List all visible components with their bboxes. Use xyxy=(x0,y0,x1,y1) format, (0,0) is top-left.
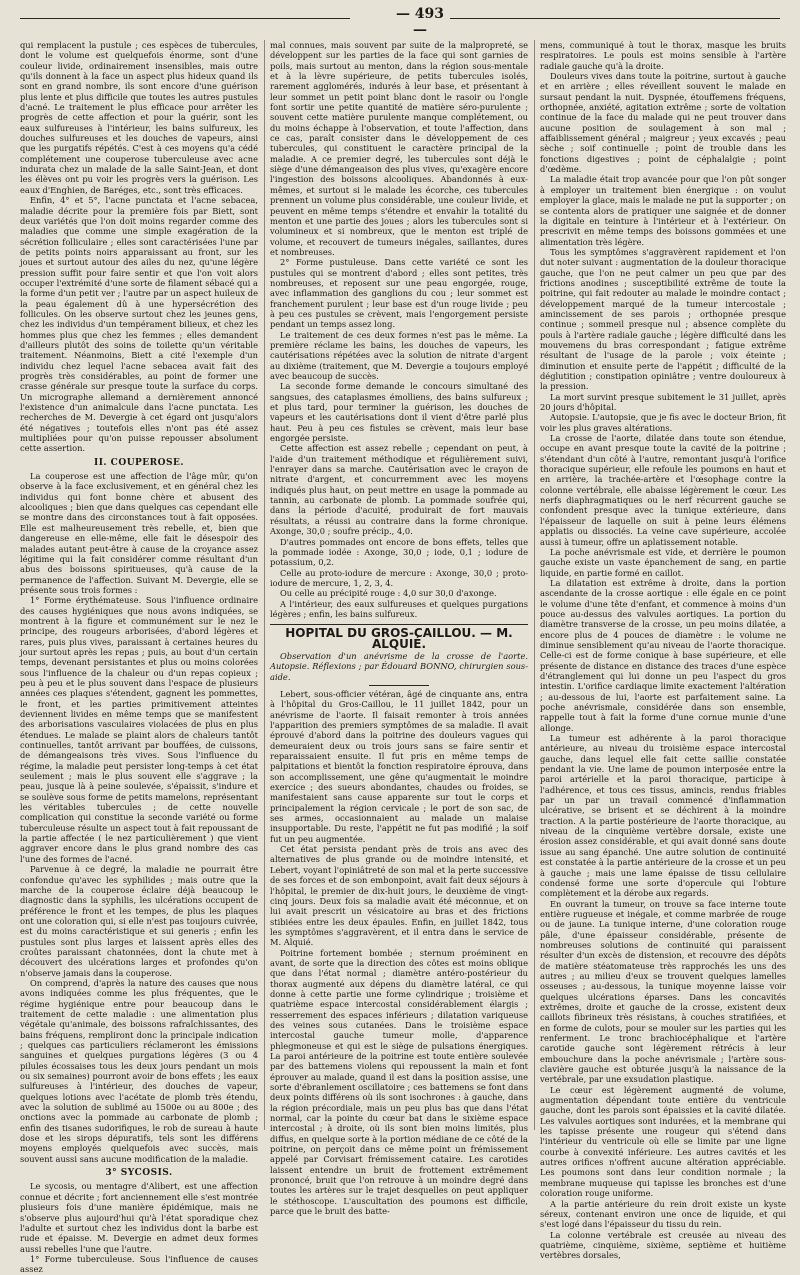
paragraph: Le traitement de ces deux formes n'est pas le même. La première réclame les bains, les douches de vapeurs, les cautérisations répétées avec la solution de nitrate d'argent au dixième (traitement, que M. Devergie a toujours employé avec beaucoup de succès. xyxy=(270,329,528,381)
paragraph: En ouvrant la tumeur, on trouve sa face interne toute entière rugueuse et inégale, et comme marbrée de rouge ou de jaune. La tunique interne, d'une coloration rouge pâle, d'une épaisseur considérable, présente de nombreuses solutions de continuité qui paraissent résulter d'un excès de distension, et recouvre des dépôts de matière stéatomateuse très rapprochés les uns des autres ; au milieu d'eux se trouvent quelques lamelles osseuses ; au-dessous, la tunique moyenne laisse voir quelques ulcérations éparses. Dans les concavités extrêmes, droite et gauche de la crosse, existent deux caillots fibrineux très résistans, à couches stratifiées, et en forme de culots, pour se mouler sur les parties qui les renferment. Le tronc brachiocéphalique et l'artère carotide gauche sont légèrement rétrécis à leur embouchure dans la poche anévrismale ; l'artère sous-clavière gauche est obturée jusqu'à la naissance de la vertébrale, par une exsudation plastique. xyxy=(540,898,786,1085)
paragraph: Poitrine fortement bombée ; sternum proéminent en avant, de sorte que la direction des côtes est moins oblique que dans l'état normal ; diamètre antéro-postérieur du thorax augmenté aux dépens du diamètre latéral, ce qui donne à cette partie une forme cylindrique ; troisième et quatrième espace intercostal considérablement élargis ; resserrement des espaces inférieurs ; dilatation variqueuse des veines sous cutanées. Dans le troisième espace intercostal gauche tumeur molle, d'apparence phlegmoneuse et qui est le siège de pulsations énergiques. La paroi antérieure de la poitrine est toute entière soulevée par des battemens violens qui repoussent la main et font éprouver au malade, quand il est dans la position assise, une sorte d'ébranlement oscillatoire ; ces battemens se font dans deux points différens où ils sont isochrones : à gauche, dans la région précordiale, mais un peu plus bas que dans l'état normal, car la pointe du cœur bat dans le sixième espace intercostal ; à droite, où ils sont bien moins limités, plus diffus, en quelque sorte à la portion médiane de ce côté de la poitrine, on perçoit dans ce même point un frémissement appelé par Corvisart frémissement cataire. Les carotides laissent entendre un bruit de frottement extrêmement prononcé, bruit que l'on retrouve à un moindre degré dans toutes les artères sur le trajet desquelles on peut appliquer le stéthoscope. L'auscultation des poumons est difficile, parce que le bruit des batte- xyxy=(270,947,528,1217)
paragraph: qui remplacent la pustule ; ces espèces de tubercules, dont le volume est quelquefois énorme, sont d'une couleur livide, ordinairement insensibles, mais outre qu'ils donnent à la face un aspect plus hideux quand ils sont en grand nombre, ils sont encore d'une guérison plus lente et plus difficile que toutes les autres pustules d'acné. Le traitement le plus efficace pour arrêter les progrès de cette affection et pour la guérir, sont les eaux sulfureuses à l'intérieur, les bains sulfureux, les douches sulfureuses et les douches de vapeurs, ainsi que les purgatifs répétés. C'est à ces moyens qu'a cédé complétement une couperose tuberculeuse avec acne indurata chez un malade de la salle Saint-Jean, et dont les élèves ont pu voir les progrès vers la guérison. Les eaux d'Enghien, de Baréges, etc., sont très efficaces. xyxy=(20,40,258,195)
paragraph: A l'intérieur, des eaux sulfureuses et quelques purgations légères ; enfin, les bains sulfureux. xyxy=(270,598,528,619)
paragraph: La crosse de l'aorte, dilatée dans toute son étendue, occupe en avant presque toute la cavité de la poitrine ; s'étendant d'un côté à l'autre, remontant jusqu'à l'orifice thoracique supérieur, elle refoule les poumons en haut et en arrière, la trachée-artère et l'œsophage contre la colonne vertébrale, elle abaisse légèrement le cœur. Les nerfs diaphragmatiques ou le nerf récurrent gauche se confondent presque avec la tunique extérieure, dans l'épaisseur de laquelle on suit à peine leurs élémens applatis ou dissociés. La veine cave supérieure, accolée aussi à tumeur, offre un aplatissement notable. xyxy=(540,433,786,547)
paragraph: A la partie antérieure du rein droit existe un kyste séreux, contenant environ une once de liquide, et qui s'est logé dans l'épaisseur du tissu du rein. xyxy=(540,1198,786,1230)
paragraph: D'autres pommades ont encore de bons effets, telles que la pommade iodée : Axonge, 30,0 ; iode, 0,1 ; iodure de potassium, 0,2. xyxy=(270,536,528,568)
column-right xyxy=(540,40,787,1261)
paragraph: Autopsie. L'autopsie, que je fis avec le docteur Brion, fit voir les plus graves altérations. xyxy=(540,412,787,433)
paragraph: La maladie était trop avancée pour que l'on pût songer à employer un traitement bien énergique : on voulut employer la glace, mais le malade ne put la supporter ; on se contenta alors de pratiquer une saignée et de donner la digitale en teinture à l'intérieur et à l'extérieur. On prescrivit en même temps des boissons gommées et une alimentation très légère. xyxy=(540,174,786,247)
paragraph: Ou celle au précipité rouge : 4,0 sur 30,0 d'axonge. xyxy=(280,588,497,599)
column-middle xyxy=(270,40,528,1217)
paragraph: La seconde forme demande le concours simultané des sangsues, des cataplasmes émolliens, des bains sulfureux ; et plus tard, pour terminer la guérison, les douches de vapeurs et les cautérisations dont il vient d'être parlé plus haut. Peu à peu ces fistules se crèvent, mais leur base engorgée persiste. xyxy=(270,381,528,444)
paragraph: La dilatation est extrême à droite, dans la portion ascendante de la crosse aortique : elle égale en ce point le volume d'une tête d'enfant, et commence à moins d'un pouce au-dessus des valvules aortiques. La portion du diamètre transverse de la crosse, un peu moins dilatée, a encore plus de 4 pouces de diamètre : le volume ne diminue sensiblement qu'au niveau de l'aorte thoracique. Celle-ci est de forme conique à base supérieure, et elle présente de distance en distance des traces d'une espèce d'étranglement qui lui donne un peu l'aspect du gros intestin. L'orifice cardiaque limite exactement l'altération ; au-dessous de lui, l'aorte est parfaitement saine. La poche anévrismale, considérée dans son ensemble, rappelle tout à fait la forme d'une cornue munie d'une allonge. xyxy=(540,577,786,733)
header-rule-left xyxy=(20,18,350,19)
paragraph: Parvenue à ce degré, la maladie ne pourrait être confondue qu'avec les syphilides ; mais outre que la marche de la couperose éclaire déjà beaucoup le diagnostic dans la syphilis, les ulcérations occupent de préférence le front et les tempes, de plus les plaques ont une coloration qui, si elle n'est pas toujours cuivrée, est du moins caractéristique et sui generis ; enfin les pustules sont plus larges et laissent après elles des croûtes paraissant chatonnées, dont la chute met à découvert des ulcérations larges et profondes qu'on n'observe jamais dans la couperose. xyxy=(20,864,258,978)
paragraph: La poche anévrismale est vide, et derrière le poumon gauche existe un vaste épanchement de sang, en partie liquide, en partie formé en caillot. xyxy=(540,546,786,578)
short-rule xyxy=(369,685,429,686)
column-divider xyxy=(534,40,535,1130)
paragraph: Celle au proto-iodure de mercure : Axonge, 30,0 ; proto-iodure de mercure, 1, 2, 3, 4. xyxy=(270,567,528,588)
section-rule xyxy=(270,624,528,625)
paragraph: Tous les symptômes s'aggravèrent rapidement et l'on dut noter suivant : augmentation de la douleur thoracique gauche, que l'on ne peut calmer un peu que par des frictions anodines ; susceptibilité extrême de toute la poitrine, qui fait redouter au malade le moindre contact ; développement marqué de la tumeur intercostale ; amincissement de ses parois ; orthopnée presque continue ; sommeil presque nul ; absence complète du pouls à l'artère radiale gauche ; légère difficulté dans les mouvemens du bras correspondant ; fatigue extrême résultant de l'usage de la parole ; voix éteinte ; diminution et ensuite perte de l'appétit ; difficulté de la déglutition ; constipation opiniâtre ; ventre douloureux à la pression. xyxy=(540,246,786,392)
hospital-heading: HOPITAL DU GROS-CAILLOU. — M. ALQUIÉ. xyxy=(285,626,513,651)
paragraph: Enfin, 4° et 5°, l'acne punctata et l'acne sebacea, maladie décrite pour la première fois par Biett, sont deux variétés que l'on doit moins regarder comme des maladies que comme une simple exagération de la sécrétion folliculaire ; elles sont caractérisées l'une par de petits points noirs apparaissant au front, sur les joues et surtout autour des ailes du nez, qu'une légère pression suffit pour faire sentir et que l'on voit alors occuper l'extrémité d'une sorte de filament sébacé qui a la forme d'un petit ver ; l'autre par un aspect huileux de la peau également dû à une hypersécrétion des follicules. On les observe surtout chez les jeunes gens, chez les individus d'un tempérament bilieux, et chez les hommes plus que chez les femmes ; elles demandent d'ailleurs plutôt des soins de toilette qu'un véritable traitement. Néanmoins, Biett a cité l'exemple d'un individu chez lequel l'acne sebacea avait fait des progrès très considérables, au point de former une crasse générale sur presque toute la surface du corps. Un micrographe allemand a dernièrement annoncé l'existence d'un animalcule dans l'acne punctata. Les recherches de M. Devergie à cet égard ont jusqu'alors été négatives ; toutefois elles n'ont pas été assez multipliées pour qu'on puisse repousser absolument cette assertion. xyxy=(20,195,258,454)
paragraph: Lebert, sous-officier vétéran, âgé de cinquante ans, entra à l'hôpital du Gros-Caillou, le 11 juillet 1842, pour un anévrisme de l'aorte. Il faisait remonter à trois années l'apparition des premiers symptômes de sa maladie. Il avait éprouvé d'abord dans la poitrine des douleurs vagues qui demeuraient deux ou trois jours sans se faire sentir et reparaissaient ensuite. Il fut pris en même temps de palpitations et bientôt la fonction respiratoire éprouva, dans son accomplissement, une gêne qu'augmentait le moindre exercice ; des sueurs abondantes, chaudes ou froides, se manifestaient sans cause apparente sur tout le corps et principalement la région cervicale ; le port de son sac, de ses armes, occasionnaient au malade un malaise insupportable. Du reste, l'appétit ne fut pas modifié ; la soif fut un peu augmentée. xyxy=(270,688,528,844)
section-heading-couperose: II. COUPEROSE. xyxy=(94,457,184,468)
paragraph: Cet état persista pendant près de trois ans avec des alternatives de plus grande ou de moindre intensité, et Lebert, voyant l'opiniâtreté de son mal et la perte successive de ses forces et de son embonpoint, avait fait deux séjours à l'hôpital, le premier de dix-huit jours, le deuxième de vingt-cinq jours. Deux fois sa maladie avait été méconnue, et on lui avait prescrit un vésicatoire au bras et des frictions stibiées entre les deux épaules. Enfin, en juillet 1842, tous les symptômes s'aggravèrent, et il entra dans le service de M. Alquié. xyxy=(270,844,528,948)
paragraph: La tumeur est adhérente à la paroi thoracique antérieure, au niveau du troisième espace intercostal gauche, dans lequel elle fait cette saillie constatée pendant la vie. Une lame de poumon interposée entre la paroi artérielle et la paroi thoracique, participe à l'adhérence, et tous ces tissus, amincis, rendus friables par un par un travail commencé d'inflammation ulcérative, se brisent et se déchirent à la moindre traction. A la partie postérieure de l'aorte thoracique, au niveau de la cinquième vertèbre dorsale, existe une érosion assez considérable, et qui avait donné sans doute issue au sang épanché. Une autre solution de continuité est constatée à la partie antérieure de la crosse et un peu à gauche ; mais une lame épaisse de tissu cellulaire condensé forme une sorte d'opercule qui l'obture complètement et la dérobe aux regards. xyxy=(540,733,786,899)
column-divider xyxy=(264,40,265,1130)
paragraph: Douleurs vives dans toute la poitrine, surtout à gauche et en arrière ; elles réveillent souvent le malade en sursaut pendant la nuit. Dyspnée, étouffemens fréquens, orthopnée, anxiété, agitation extrême ; sorte de voltation continue de la face du malade qui ne peut trouver dans aucune position de soulagement à son mal ; affaiblissement général ; maigreur ; yeux excavés ; peau sèche ; soif continuelle ; point de trouble dans les fonctions digestives ; point de céphalalgie ; point d'œdème. xyxy=(540,71,786,175)
observation-title: Observation d'un anévrisme de la crosse de l'aorte. Autopsie. Réflexions ; par Édouard BONNO, chirurgien sous-aide. xyxy=(270,650,528,682)
paragraph: 2° Forme pustuleuse. Dans cette variété ce sont les pustules qui se montrent d'abord ; elles sont petites, très nombreuses, et reposent sur une peau engorgée, rouge, avec inflammation des ganglions du cou ; leur sommet est franchement purulent ; leur base est d'un rouge livide ; peu à peu ces pustules se crèvent, mais l'engorgement persiste pendant un temps assez long. xyxy=(270,257,528,330)
paragraph: Cette affection est assez rebelle ; cependant on peut, à l'aide d'un traitement méthodique et régulièrement suivi, l'enrayer dans sa marche. Cautérisation avec le crayon de nitrate d'argent, et concurremment avec les moyens indiqués plus haut, on peut mettre en usage la pommade au tannin, au carbonate de plomb. La pommade soufrée qui, dans la période d'acuité, produirait de fort mauvais résultats, a réussi au contraire dans la forme chronique. Axonge, 30,0 ; soufre précip., 4,0. xyxy=(270,443,528,537)
paragraph: La colonne vertébrale est creusée au niveau des quatrième, cinquième, sixième, septième et huitième vertèbres dorsales, xyxy=(540,1229,786,1261)
paragraph: On comprend, d'après la nature des causes que nous avons indiquées comme les plus fréquentes, que le régime hygiénique entre pour beaucoup dans le traitement de cette maladie : une alimentation plus végétale qu'animale, des boissons rafraîchissantes, des bains fréquens, rempliront donc la principale indication ; quelques cas particuliers réclameront les émissions sanguines et quelques purgations légères (3 ou 4 pilules écossaises tous les deux jours pendant un mois ou six semaines) pourront avoir de bons effets ; les eaux sulfureuses à l'intérieur, des douches de vapeur, quelques lotions avec l'acétate de plomb très étendu, avec la solution de sublimé au 1500e ou au 800e ; des onctions avec la pommade au carbonate de plomb ; enfin des tisanes sudorifiques, le rob de sureau à haute dose et les sirops dépuratifs, tels sont les différens moyens employés quelquefois avec succès, mais souvent aussi sans aucune modification de la maladie. xyxy=(20,977,258,1164)
paragraph: Le cœur est légèrement augmenté de volume, augmentation dépendant toute entière du ventricule gauche, dont les parois sont épaissies et la cavité dilatée. Les valvules aortiques sont indurées, et la membrane qui les tapisse présente une rougeur qui s'étend dans l'intérieur du ventricule où elle se limite par une ligne courbe à convexité inférieure. Les autres cavités et les autres orifices n'offrent aucune altération appréciable. Les poumons sont dans leur condition normale ; la membrane muqueuse qui tapisse les bronches est d'une coloration rouge uniforme. xyxy=(540,1084,786,1199)
paragraph: mal connues, mais souvent par suite de la malpropreté, se développent sur les parties de la face qui sont garnies de poils, mais surtout au menton, dans la région sous-mentale et à la lèvre supérieure, de petits tubercules isolés, rarement agglomérés, indurés à leur base, et présentant à leur sommet un petit point blanc dont le rasoir ou l'ongle font sortir une petite quantité de matière séro-purulente ; souvent cette matière purulente manque complétement, ou du moins échappe à l'observation, et toute l'affection, dans ce cas, paraît consister dans le développement de ces tubercules, qui constituent le caractère principal de la maladie. A ce premier degré, les tubercules sont déjà le siège d'une démangeaison des plus vives, qu'exagère encore l'ingestion des boissons alcooliques. Abandonnés à eux-mêmes, et surtout si le malade les écorche, ces tubercules prennent un volume plus considérable, une couleur livide, et peuvent en même temps s'étendre et envahir la totalité du menton et une partie des joues ; alors les tubercules sont si volumineux et si nombreux, que le menton est triplé de volume, et recouvert de tumeurs inégales, saillantes, dures et nombreuses. xyxy=(270,40,528,257)
page-header xyxy=(20,4,780,38)
paragraph: La mort survint presque subitement le 31 juillet, après 20 jours d'hôpital. xyxy=(540,391,786,413)
page-number: — 493 — xyxy=(392,6,448,38)
paragraph: La couperose est une affection de l'âge mûr, qu'on observe à la face exclusivement, et en général chez les individus qui font bonne chère et abusent des alcooliques ; bien que dans quelques cas cependant elle se montre dans des circonstances tout à fait opposées. Elle est malheureusement très rebelle, et, bien que dangereuse en elle-même, elle fait le désespoir des malades autant peut-être à cause de la croyance assez légitime qui la fait considérer comme résultant d'un abus des boissons spiritueuses, qu'à cause de la permanence de l'affection. Suivant M. Devergie, elle se présente sous trois formes : xyxy=(20,471,258,595)
paragraph: Le sycosis, ou mentagre d'Alibert, est une affection connue et décrite ; fort anciennement elle s'est montrée plusieurs fois d'une manière épidémique, mais ne s'observe plus aujourd'hui qu'à l'état sporadique chez l'adulte et surtout chez les individus dont la barbe est rude et épaisse. M. Devergie en admet deux formes aussi rebelles l'une que l'autre. xyxy=(20,1181,258,1254)
paragraph: 1° Forme érythémateuse. Sous l'influence ordinaire des causes hygiéniques que nous avons indiquées, se montrent à la figure et communément sur le nez le principe, des rougeurs arborisées, d'abord légères et rares, puis plus vives, paraissant à certaines heures du jour surtout après les repas ; puis, au bout d'un certain temps, devenant persistantes et plus ou moins colorées sous l'influence de la chaleur ou d'un repas copieux ; peu à peu et le plus souvent dans l'espace de plusieurs années ces plaques s'étendent, gagnent les pommettes, le front, et les parties primitivement atteintes deviennent livides en même temps que se manifestent des arborisations vasculaires violacées de plus en plus étendues. Le malade se plaint alors de chaleurs tantôt continuelles, tantôt arrivant par bouffées, de cuissons, de démangeaisons très vives. Sous l'influence du régime, la maladie peut persister long-temps à cet état seulement ; mais le plus souvent elle s'aggrave ; la peau, jusque là à peine soulevée, s'épaissit, s'indure et se soulève sous forme de petits mamelons, représentant les véritables tubercules ; de cette nouvelle complication qui constitue la seconde variété ou forme tuberculeuse résulte un aspect tout à fait repoussant de la partie affectée ( le nez particulièrement ) que vient aggraver encore dans le plus grand nombre des cas l'une des formes de l'acné. xyxy=(20,595,258,864)
column-left xyxy=(20,40,258,1275)
paragraph: mens, communiqué à tout le thorax, masque les bruits respiratoires. Le pouls est moins sensible à l'artère radiale gauche qu'à la droite. xyxy=(540,40,786,71)
section-heading-sycosis: 3° SYCOSIS. xyxy=(105,1168,173,1179)
header-rule-right xyxy=(450,18,780,19)
paragraph: 1° Forme tuberculeuse. Sous l'influence de causes assez xyxy=(20,1253,258,1275)
